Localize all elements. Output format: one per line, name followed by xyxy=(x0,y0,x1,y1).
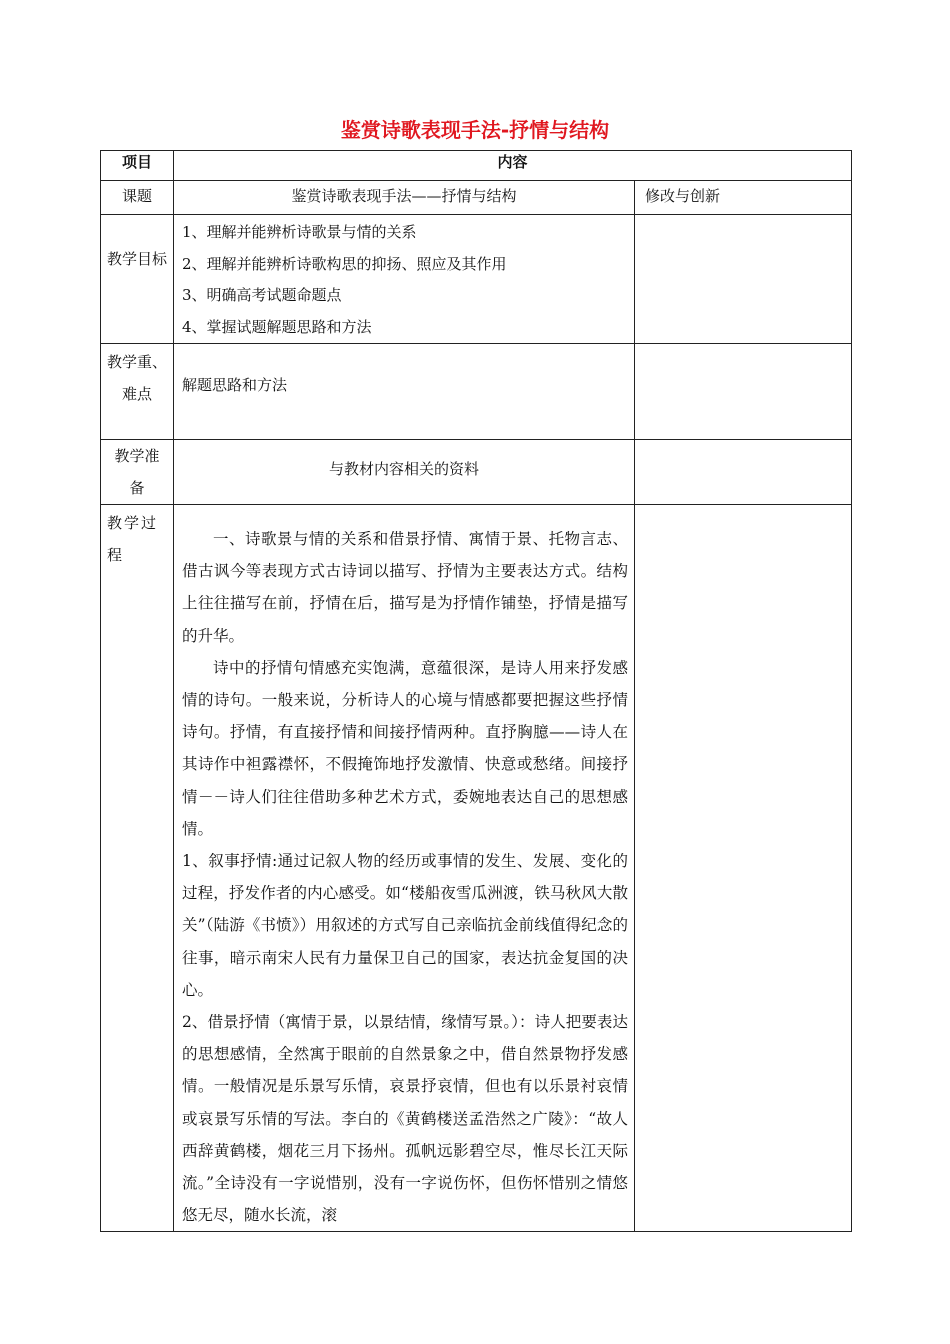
topic-row xyxy=(101,181,852,215)
topic-value: 鉴赏诗歌表现手法——抒情与结构 xyxy=(174,181,635,215)
revision-label: 修改与创新 xyxy=(635,181,852,215)
preparation-row xyxy=(101,440,852,505)
header-row xyxy=(101,151,852,181)
goal-item: 2、理解并能辨析诗歌构思的抑扬、照应及其作用 xyxy=(182,254,507,273)
key-points-revision-cell xyxy=(635,344,852,440)
header-item-cell: 项目 xyxy=(101,151,174,181)
process-content xyxy=(174,505,635,1232)
preparation-revision-cell xyxy=(635,440,852,505)
process-label: 教学过程 xyxy=(101,505,174,1232)
lesson-plan-table xyxy=(100,150,852,1232)
goal-item: 1、理解并能辨析诗歌景与情的关系 xyxy=(182,223,417,241)
process-revision-cell xyxy=(635,505,852,1232)
topic-label: 课题 xyxy=(101,181,174,215)
key-points-value: 解题思路和方法 xyxy=(174,344,635,440)
goal-item: 4、掌握试题解题思路和方法 xyxy=(182,317,372,336)
key-points-row xyxy=(101,344,852,440)
process-paragraph: 1、叙事抒情:通过记叙人物的经历或事情的发生、发展、变化的过程，抒发作者的内心感受。如“楼船夜雪瓜洲渡，铁马秋风大散关”（陆游《书愤》）用叙述的方式写自己亲临抗金前线值得纪念的往事，暗示南宋人民有力量保卫自己的国家，表达抗金复国的决心。 xyxy=(182,852,628,999)
page-title: 鉴赏诗歌表现手法-抒情与结构 xyxy=(340,118,610,142)
preparation-value: 与教材内容相关的资料 xyxy=(174,440,635,505)
process-paragraph: 一、诗歌景与情的关系和借景抒情、寓情于景、托物言志、借古讽今等表现方式古诗词以描写、抒情为主要表达方式。结构上往往描写在前，抒情在后，描写是为抒情作铺垫，抒情是描写的升华。 xyxy=(182,530,628,645)
process-paragraph: 诗中的抒情句情感充实饱满，意蕴很深，是诗人用来抒发感情的诗句。一般来说，分析诗人的心境与情感都要把握这些抒情诗句。抒情，有直接抒情和间接抒情两种。直抒胸臆——诗人在其诗作中袒露襟怀，不假掩饰地抒发激情、快意或愁绪。间接抒情－－诗人们往往借助多种艺术方式，委婉地表达自己的思想感情。 xyxy=(182,658,628,838)
goals-row xyxy=(101,215,852,344)
goal-item: 3、明确高考试题命题点 xyxy=(182,286,342,304)
goals-revision-cell xyxy=(635,215,852,344)
header-content-cell: 内容 xyxy=(174,151,852,181)
preparation-label: 教学准备 xyxy=(101,440,174,505)
key-points-label: 教学重、难点 xyxy=(101,344,174,440)
process-paragraph: 2、借景抒情（寓情于景，以景结情，缘情写景。）：诗人把要表达的思想感情，全然寓于眼前的自然景象之中，借自然景物抒发感情。一般情况是乐景写乐情，哀景抒哀情，但也有以乐景衬哀情或哀景写乐情的写法。李白的《黄鹤楼送孟浩然之广陵》：“故人西辞黄鹤楼，烟花三月下扬州。孤帆远影碧空尽，惟尽长江天际流。”全诗没有一字说惜别，没有一字说伤怀，但伤怀惜别之情悠悠无尽，随水长流，滚 xyxy=(182,1013,628,1225)
goals-label: 教学目标 xyxy=(101,215,174,344)
process-row xyxy=(101,505,852,1232)
goals-list xyxy=(174,215,635,344)
